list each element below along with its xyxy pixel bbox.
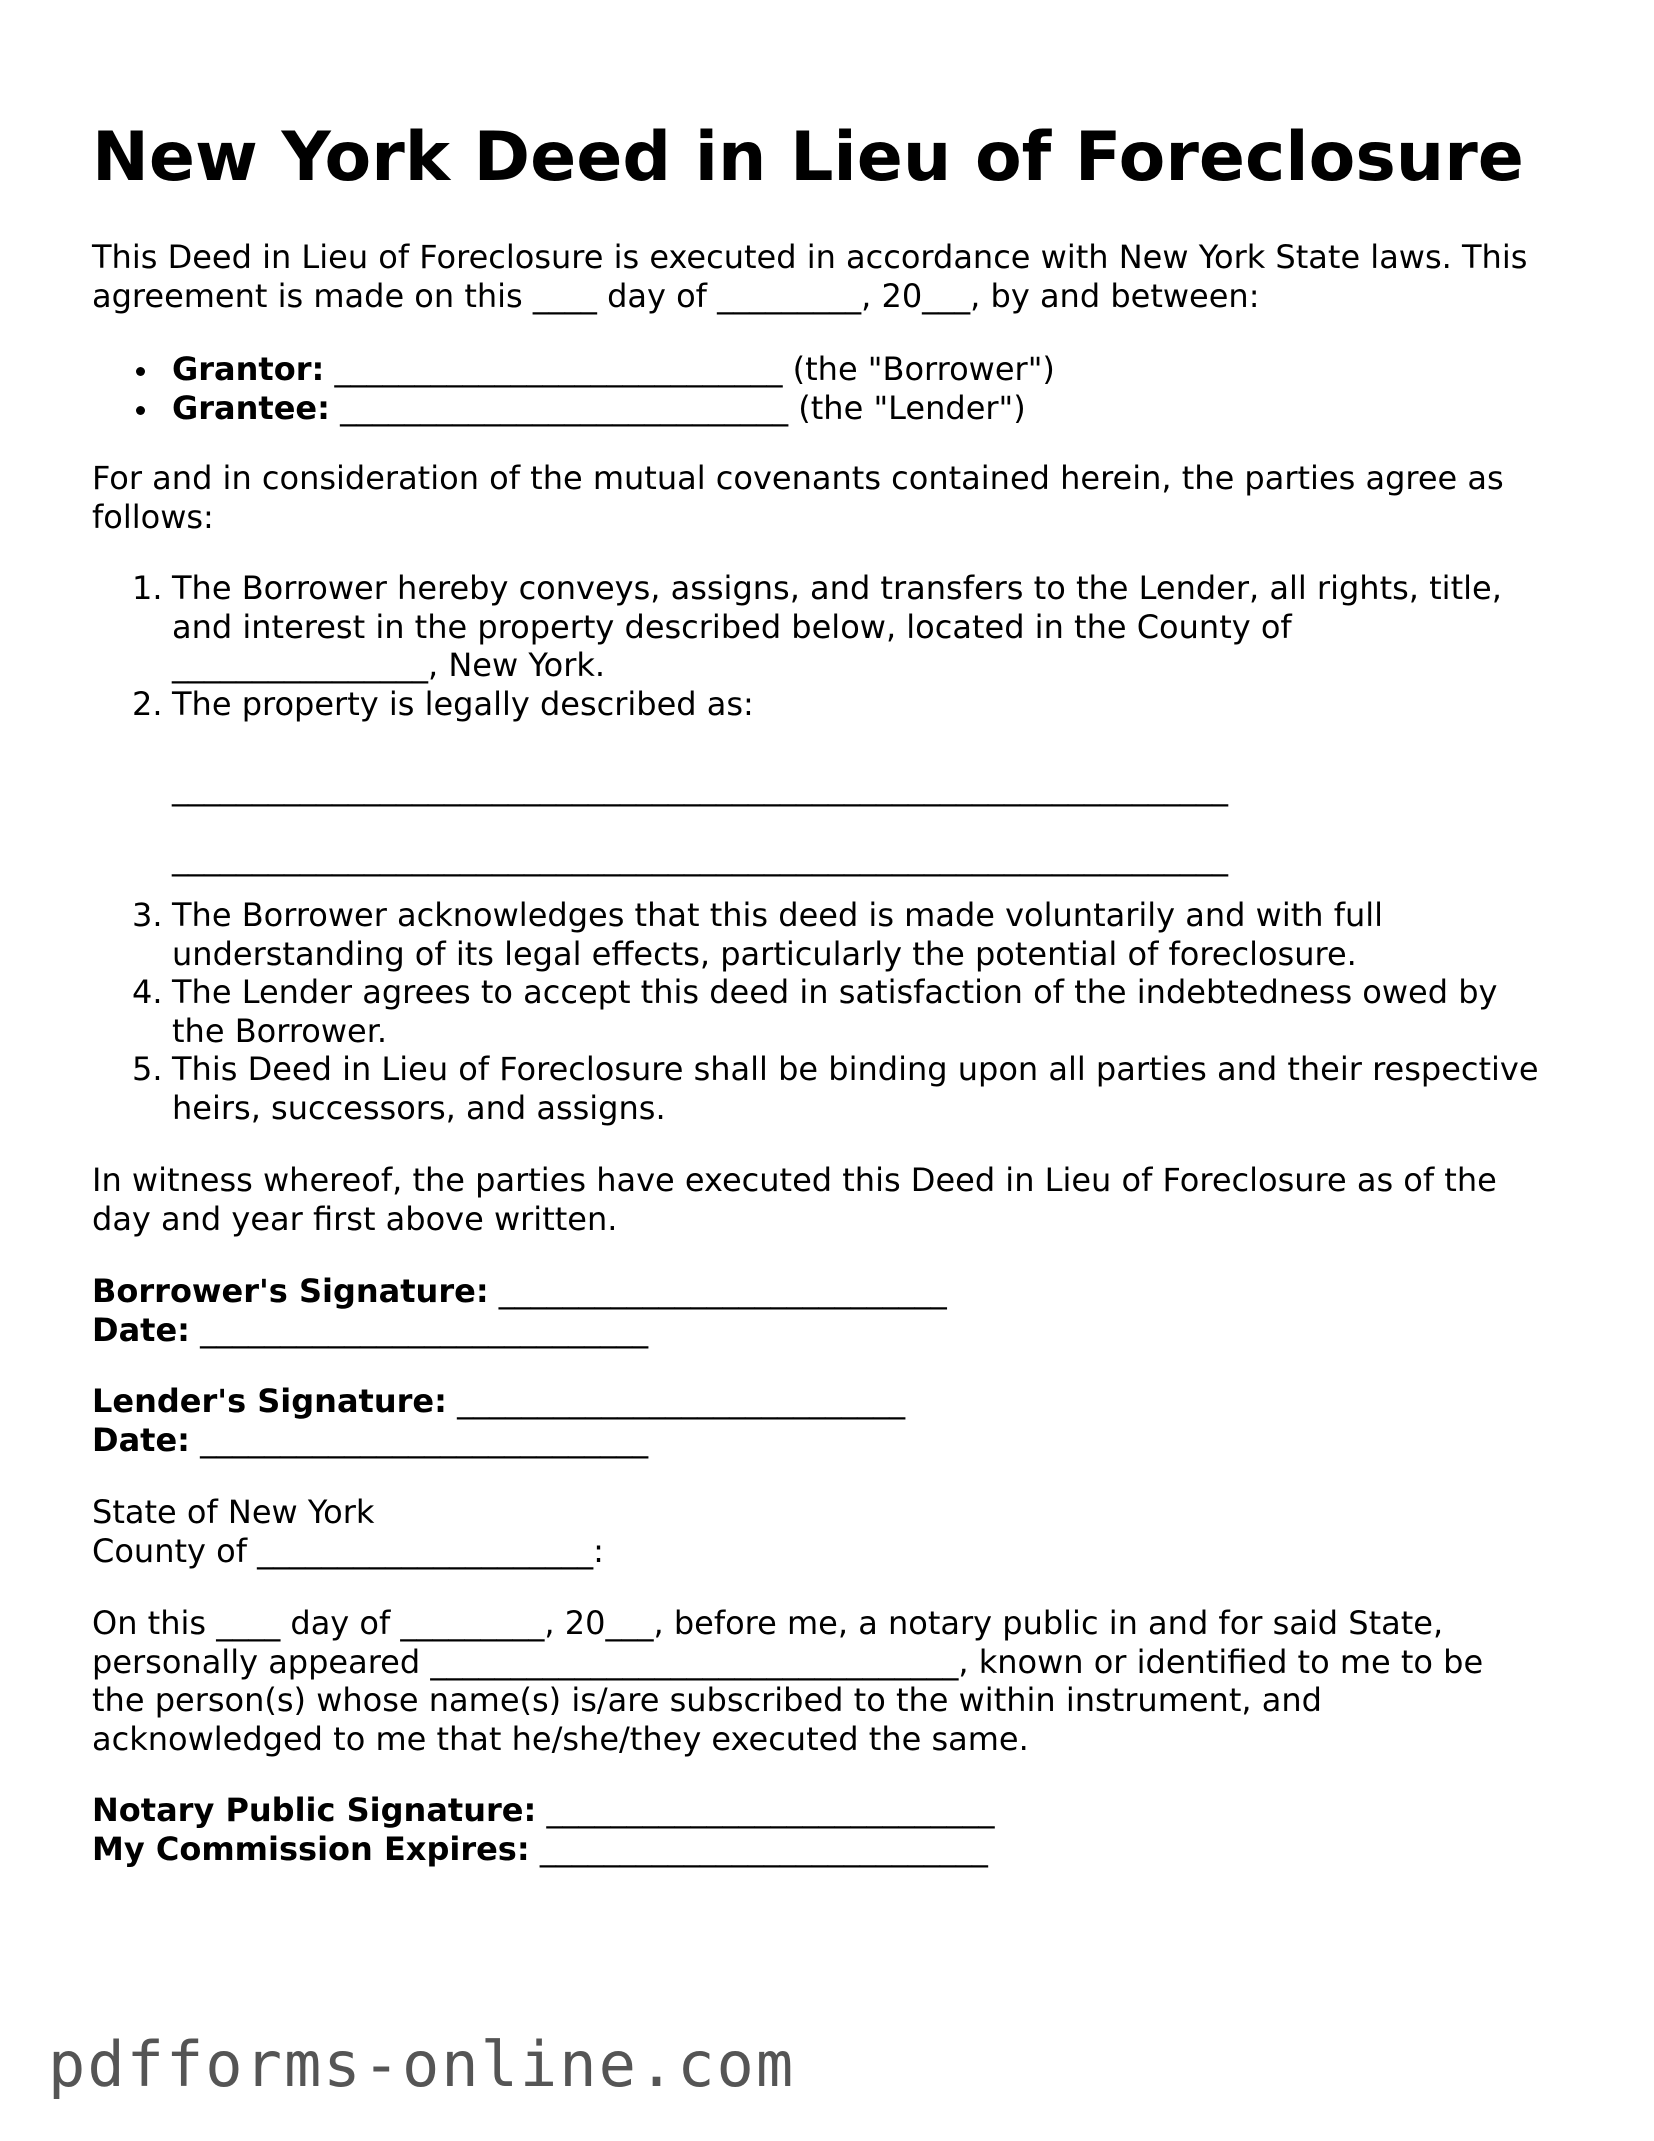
- borrower-date-field[interactable]: ____________________________: [189, 1310, 649, 1349]
- term-3-line-1: The Borrower acknowledges that this deed is made voluntarily and with full: [172, 896, 1384, 934]
- intro-line-1: This Deed in Lieu of Foreclosure is executed in accordance with New York State laws. This: [92, 238, 1528, 276]
- borrower-date-label: Date:: [92, 1310, 190, 1349]
- notary-venue: [92, 1493, 604, 1570]
- lender-signature-block: [92, 1382, 905, 1459]
- term-3-line-2: understanding of its legal effects, particularly the potential of foreclosure.: [172, 934, 1357, 973]
- document-title: New York Deed in Lieu of Foreclosure: [92, 118, 1524, 197]
- term-1-line-1: The Borrower hereby conveys, assigns, and transfers to the Lender, all rights, title,: [172, 569, 1502, 607]
- bullet-icon: [136, 367, 145, 376]
- term-5-line-1: This Deed in Lieu of Foreclosure shall be binding upon all parties and their respective: [172, 1050, 1539, 1088]
- borrower-signature-field[interactable]: ____________________________: [488, 1272, 947, 1310]
- borrower-signature-label: Borrower's Signature:: [92, 1272, 489, 1310]
- legal-description-field-2[interactable]: __________________________________________________________________: [172, 839, 1228, 877]
- term-item-3: [92, 896, 1572, 973]
- intro-line-2: agreement is made on this ____ day of _________, 20___, by and between:: [92, 276, 1260, 315]
- term-5-line-2: heirs, successors, and assigns.: [172, 1088, 666, 1127]
- term-1-line-2: and interest in the property described below, located in the County of: [172, 607, 1292, 646]
- site-watermark: pdfforms-online.com: [48, 2028, 796, 2101]
- term-4-line-1: The Lender agrees to accept this deed in satisfaction of the indebtedness owed by: [172, 973, 1498, 1011]
- parties-list: [92, 350, 1572, 427]
- witness-line-2: day and year first above written.: [92, 1199, 618, 1238]
- terms-list: [92, 569, 1572, 878]
- term-number: 4.: [132, 973, 163, 1011]
- consideration-line-1: For and in consideration of the mutual covenants contained herein, the parties agree as: [92, 459, 1504, 497]
- term-number: 1.: [132, 569, 163, 607]
- venue-county-field[interactable]: County of _____________________:: [92, 1531, 604, 1570]
- terms-list-continued: [92, 896, 1572, 1127]
- commission-expires-label: My Commission Expires:: [92, 1829, 530, 1868]
- commission-expires-field[interactable]: ____________________________: [529, 1829, 988, 1868]
- bullet-icon: [136, 406, 145, 415]
- lender-signature-label: Lender's Signature:: [92, 1382, 447, 1420]
- consideration-paragraph: [92, 459, 1504, 536]
- legal-description-line-1[interactable]: [92, 769, 1572, 808]
- grantor-field[interactable]: ____________________________ (the "Borrower"): [324, 350, 1055, 388]
- term-item-4: [92, 973, 1572, 1050]
- party-grantee: [92, 389, 1572, 428]
- acknowledgment-paragraph: [92, 1604, 1483, 1758]
- acknowledgment-line-1: On this ____ day of _________, 20___, before me, a notary public in and for said State,: [92, 1604, 1444, 1642]
- term-4-line-2: the Borrower.: [172, 1011, 388, 1050]
- term-2-line-1: The property is legally described as:: [172, 684, 754, 723]
- term-number: 5.: [132, 1050, 163, 1088]
- notary-signature-block: [92, 1791, 994, 1868]
- lender-date-label: Date:: [92, 1420, 190, 1459]
- acknowledgment-line-2: personally appeared _________________________________, known or identified to me to be: [92, 1642, 1484, 1681]
- grantee-label: Grantee:: [172, 388, 330, 427]
- venue-state: State of New York: [92, 1493, 375, 1531]
- legal-description-field-1[interactable]: __________________________________________________________________: [172, 768, 1228, 807]
- acknowledgment-line-4: acknowledged to me that he/she/they executed the same.: [92, 1719, 1029, 1758]
- notary-signature-field[interactable]: ____________________________: [536, 1791, 995, 1829]
- legal-description-line-2[interactable]: [92, 839, 1572, 878]
- lender-date-field[interactable]: ____________________________: [189, 1420, 649, 1459]
- grantor-label: Grantor:: [172, 350, 325, 388]
- grantee-field[interactable]: ____________________________ (the "Lender"): [329, 388, 1026, 427]
- notary-signature-label: Notary Public Signature:: [92, 1791, 537, 1829]
- borrower-signature-block: [92, 1272, 947, 1349]
- consideration-line-2: follows:: [92, 497, 214, 536]
- acknowledgment-line-3: the person(s) whose name(s) is/are subscribed to the within instrument, and: [92, 1681, 1322, 1719]
- lender-signature-field[interactable]: ____________________________: [446, 1382, 906, 1420]
- party-grantor: [92, 350, 1572, 389]
- term-number: 3.: [132, 896, 163, 934]
- term-item-2: [92, 685, 1572, 724]
- witness-paragraph: [92, 1161, 1497, 1238]
- term-number: 2.: [132, 684, 163, 723]
- witness-line-1: In witness whereof, the parties have executed this Deed in Lieu of Foreclosure as of the: [92, 1161, 1497, 1199]
- intro-paragraph: [92, 238, 1527, 315]
- term-item-1: [92, 569, 1572, 685]
- county-field[interactable]: ________________, New York.: [172, 646, 606, 684]
- term-item-5: [92, 1050, 1572, 1127]
